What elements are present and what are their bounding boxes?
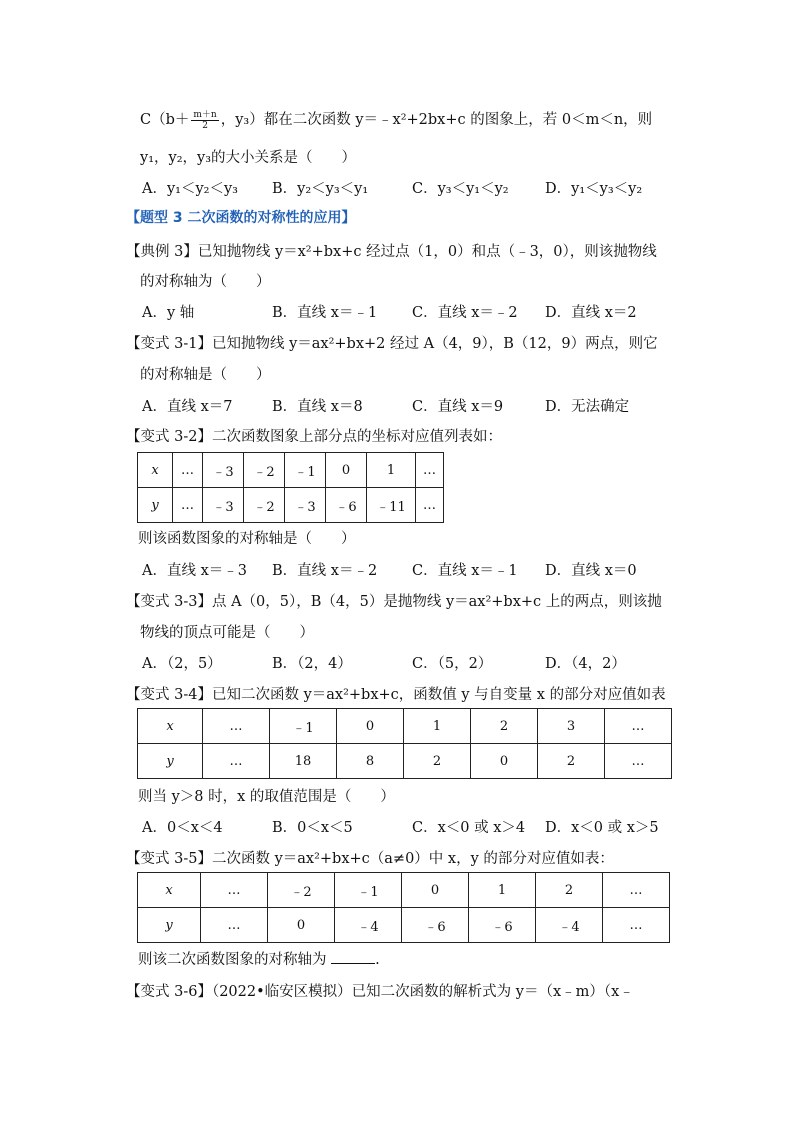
- variant36-line1: 【变式 3-6】（2022•临安区模拟）已知二次函数的解析式为 y＝（x﹣m）（x﹣: [126, 984, 634, 1000]
- table-cell: 2: [538, 744, 605, 779]
- table-cell: ﹣1: [270, 709, 337, 744]
- variant35-question-end: .: [375, 952, 380, 968]
- table-cell: ﹣2: [244, 453, 285, 488]
- table-cell: ﹣2: [268, 873, 335, 908]
- table-row-y: [138, 908, 670, 943]
- table-cell: x: [138, 453, 173, 488]
- table-cell: …: [201, 873, 268, 908]
- table-cell: 2: [536, 873, 603, 908]
- table-cell: …: [603, 908, 670, 943]
- table-cell: ﹣1: [285, 453, 326, 488]
- table-cell: x: [138, 873, 201, 908]
- table-cell: ﹣2: [244, 488, 285, 523]
- table-cell: ﹣6: [402, 908, 469, 943]
- table-row-x: [138, 453, 444, 488]
- table-cell: 1: [469, 873, 536, 908]
- table-cell: ﹣6: [469, 908, 536, 943]
- carry-option-a: A．y₁＜y₂＜y₃: [142, 181, 238, 197]
- table-cell: …: [173, 488, 203, 523]
- variant31-line1: 【变式 3-1】已知抛物线 y＝ax²+bx+2 经过 A（4，9），B（12，9）两点，则它: [126, 336, 658, 352]
- variant33-option-a: A．（2，5）: [142, 656, 222, 672]
- variant31-line2: 的对称轴是（ ）: [140, 367, 271, 383]
- variant34-question: 则当 y＞8 时，x 的取值范围是（ ）: [138, 789, 395, 805]
- table-cell: ﹣6: [326, 488, 367, 523]
- variant33-line2: 物线的顶点可能是（ ）: [140, 625, 314, 641]
- carry-line1-pre: C（b＋: [140, 112, 190, 128]
- table-cell: …: [416, 488, 444, 523]
- table-cell: 0: [268, 908, 335, 943]
- table-cell: 2: [404, 744, 471, 779]
- table-cell: ﹣1: [335, 873, 402, 908]
- table-cell: 1: [404, 709, 471, 744]
- carry-option-c: C．y₃＜y₁＜y₂: [412, 181, 509, 197]
- variant35-line1: 【变式 3-5】二次函数 y＝ax²+bx+c（a≠0）中 x，y 的部分对应值如表：: [126, 851, 614, 867]
- table-cell: ﹣3: [203, 453, 244, 488]
- variant35-question-text: 则该二次函数图象的对称轴为: [138, 952, 327, 968]
- table-row-x: [138, 873, 670, 908]
- table-cell: ﹣4: [335, 908, 402, 943]
- table-cell: y: [138, 744, 203, 779]
- variant33-option-d: D．（4，2）: [545, 656, 626, 672]
- table-row-x: [138, 709, 672, 744]
- carry-line1: [140, 108, 652, 131]
- table-cell: 0: [402, 873, 469, 908]
- table-cell: ﹣11: [367, 488, 416, 523]
- example3-option-c: C．直线 x＝﹣2: [412, 305, 518, 321]
- carry-line2: y₁，y₂，y₃的大小关系是（ ）: [140, 150, 357, 166]
- answer-blank[interactable]: [331, 950, 375, 964]
- table-row-y: [138, 488, 444, 523]
- table-cell: y: [138, 908, 201, 943]
- table-cell: …: [203, 709, 270, 744]
- fraction-numerator: m＋n: [193, 109, 217, 120]
- variant34-option-d: D．x＜0 或 x＞5: [545, 820, 659, 836]
- example3-line2: 的对称轴为（ ）: [140, 274, 271, 290]
- variant32-option-d: D．直线 x＝0: [545, 563, 637, 579]
- example3-line1: 【典例 3】已知抛物线 y＝x²+bx+c 经过点（1，0）和点（﹣3，0），则该抛物线: [126, 244, 657, 260]
- variant31-option-c: C．直线 x＝9: [412, 399, 504, 415]
- variant32-value-table: [137, 452, 444, 523]
- table-cell: 0: [471, 744, 538, 779]
- table-cell: …: [173, 453, 203, 488]
- table-cell: …: [416, 453, 444, 488]
- table-cell: …: [603, 873, 670, 908]
- fraction-denominator: 2: [202, 120, 208, 131]
- variant32-option-a: A．直线 x＝﹣3: [142, 563, 247, 579]
- variant33-option-b: B．（2，4）: [272, 656, 352, 672]
- variant35-question: [138, 948, 380, 969]
- table-cell: …: [201, 908, 268, 943]
- variant34-option-b: B．0＜x＜5: [272, 820, 353, 836]
- variant32-line1: 【变式 3-2】二次函数图象上部分点的坐标对应值列表如：: [126, 429, 502, 445]
- example3-option-b: B．直线 x＝﹣1: [272, 305, 378, 321]
- table-cell: 1: [367, 453, 416, 488]
- table-cell: 0: [337, 709, 404, 744]
- section-heading: 【题型 3 二次函数的对称性的应用】: [126, 210, 356, 226]
- table-cell: …: [605, 744, 672, 779]
- variant32-option-c: C．直线 x＝﹣1: [412, 563, 518, 579]
- variant33-line1: 【变式 3-3】点 A（0，5），B（4，5）是抛物线 y＝ax²+bx+c 上的两点，则该抛: [126, 594, 662, 610]
- table-cell: ﹣4: [536, 908, 603, 943]
- variant31-option-a: A．直线 x＝7: [142, 399, 233, 415]
- table-cell: y: [138, 488, 173, 523]
- variant32-option-b: B．直线 x＝﹣2: [272, 563, 378, 579]
- carry-line1-post: ，y₃）都在二次函数 y＝﹣x²+2bx+c 的图象上，若 0＜m＜n，则: [220, 112, 653, 128]
- variant34-value-table: [137, 708, 672, 779]
- carry-option-b: B．y₂＜y₃＜y₁: [272, 181, 369, 197]
- variant35-value-table: [137, 872, 670, 943]
- table-cell: 2: [471, 709, 538, 744]
- variant34-line1: 【变式 3-4】已知二次函数 y＝ax²+bx+c，函数值 y 与自变量 x 的部分对应值如表: [126, 687, 666, 703]
- variant31-option-d: D．无法确定: [545, 399, 630, 415]
- carry-option-d: D．y₁＜y₃＜y₂: [545, 181, 643, 197]
- variant32-question: 则该函数图象的对称轴是（ ）: [138, 531, 356, 547]
- table-cell: …: [203, 744, 270, 779]
- table-cell: 8: [337, 744, 404, 779]
- table-cell: 0: [326, 453, 367, 488]
- variant34-option-c: C．x＜0 或 x＞4: [412, 820, 526, 836]
- example3-option-a: A．y 轴: [142, 305, 195, 321]
- example3-option-d: D．直线 x＝2: [545, 305, 637, 321]
- table-cell: ﹣3: [203, 488, 244, 523]
- table-cell: 3: [538, 709, 605, 744]
- table-cell: …: [605, 709, 672, 744]
- variant33-option-c: C．（5，2）: [412, 656, 493, 672]
- table-row-y: [138, 744, 672, 779]
- table-cell: 18: [270, 744, 337, 779]
- table-cell: ﹣3: [285, 488, 326, 523]
- table-cell: x: [138, 709, 203, 744]
- variant34-option-a: A．0＜x＜4: [142, 820, 223, 836]
- variant31-option-b: B．直线 x＝8: [272, 399, 363, 415]
- fraction: [191, 110, 218, 131]
